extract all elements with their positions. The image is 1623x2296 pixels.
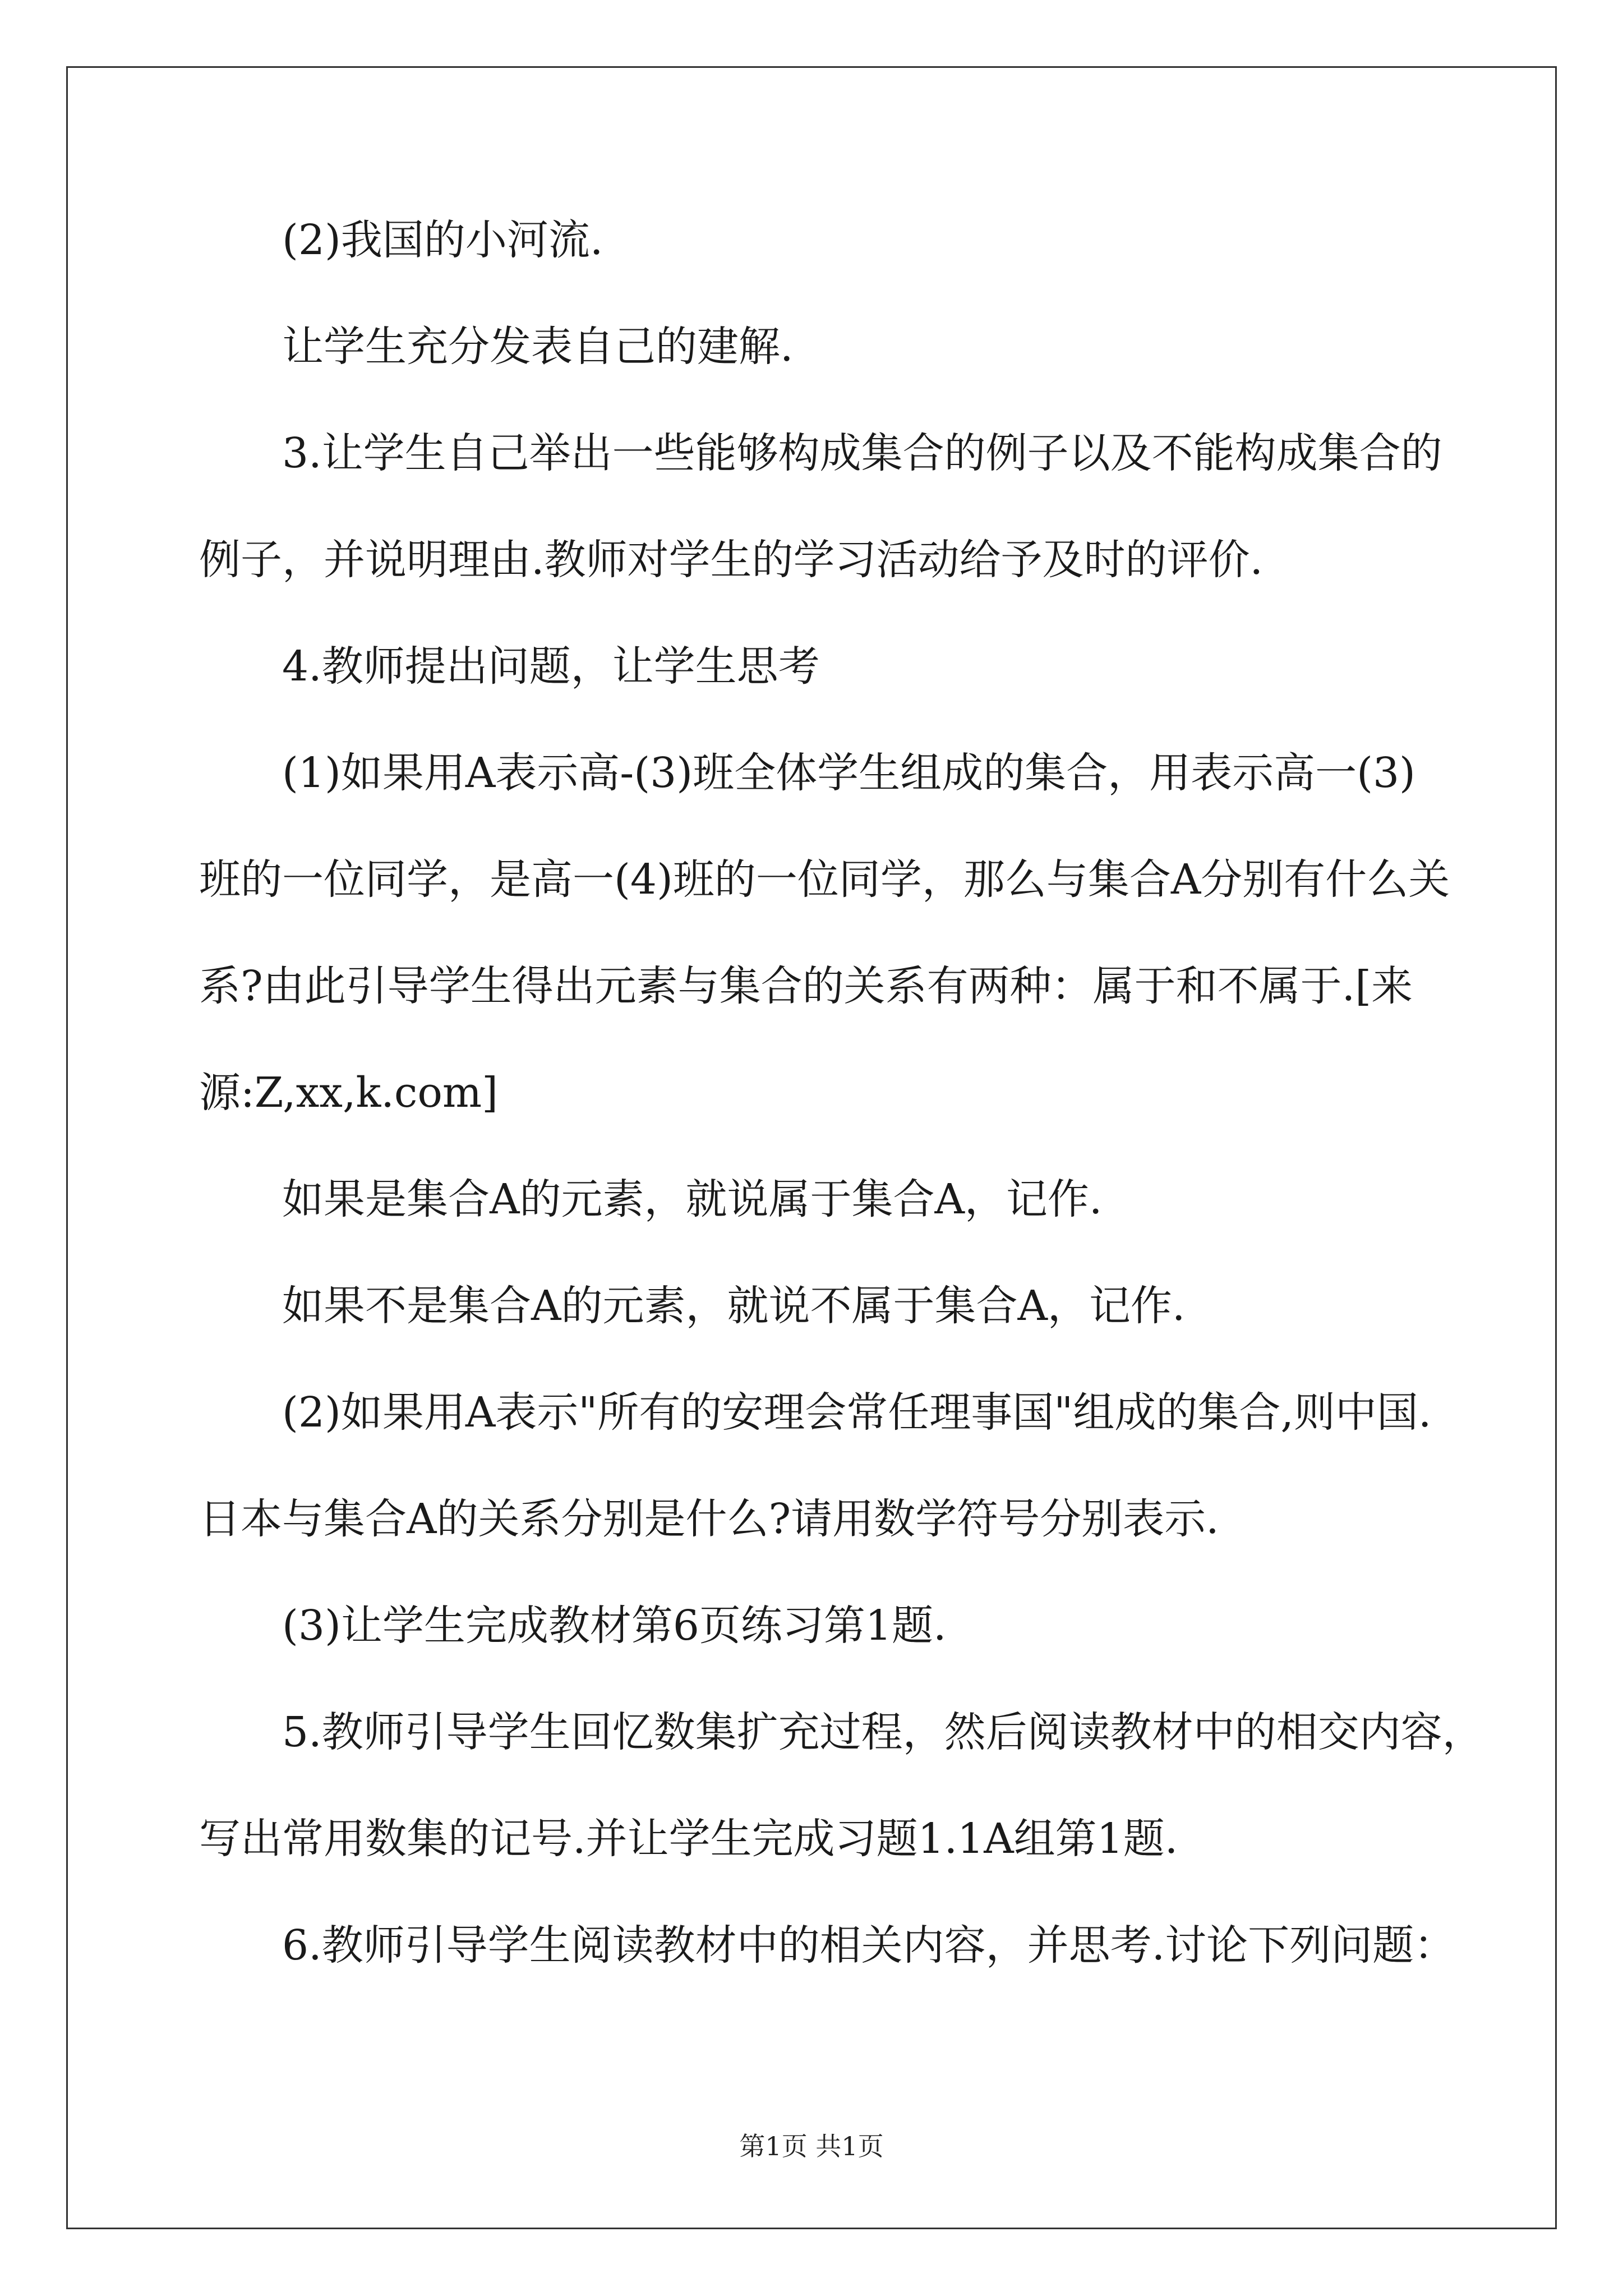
text-line: 源:Z,xx,k.com]	[199, 1069, 498, 1117]
text-line: (1)如果用A表示高-(3)班全体学生组成的集合，用表示高一(3)	[282, 749, 1415, 797]
text-line: (2)我国的小河流.	[282, 216, 603, 264]
text-line: 3.让学生自己举出一些能够构成集合的例子以及不能构成集合的	[282, 429, 1442, 477]
page-footer: 第1页 共1页	[739, 2131, 884, 2161]
text-line: 4.教师提出问题，让学生思考	[282, 642, 820, 691]
text-line: 日本与集合A的关系分别是什么?请用数学符号分别表示.	[199, 1495, 1219, 1543]
text-line: (2)如果用A表示"所有的安理会常任理事国"组成的集合,则中国.	[282, 1388, 1432, 1437]
text-line: 6.教师引导学生阅读教材中的相关内容，并思考.讨论下列问题：	[282, 1921, 1456, 1970]
text-line: (3)让学生完成教材第6页练习第1题.	[282, 1602, 947, 1650]
text-line: 如果是集合A的元素，就说属于集合A，记作.	[282, 1175, 1103, 1223]
text-line: 班的一位同学，是高一(4)班的一位同学，那么与集合A分别有什么关	[199, 855, 1450, 904]
text-line: 例子，并说明理由.教师对学生的学习活动给予及时的评价.	[199, 536, 1264, 584]
text-line: 5.教师引导学生回忆数集扩充过程，然后阅读教材中的相交内容，	[282, 1708, 1484, 1756]
text-line: 如果不是集合A的元素，就说不属于集合A，记作.	[282, 1282, 1186, 1330]
text-line: 写出常用数集的记号.并让学生完成习题1.1A组第1题.	[199, 1815, 1178, 1863]
page-border	[66, 66, 1557, 2229]
text-line: 系?由此引导学生得出元素与集合的关系有两种：属于和不属于.[来	[199, 962, 1413, 1010]
text-line: 让学生充分发表自己的建解.	[282, 323, 794, 371]
